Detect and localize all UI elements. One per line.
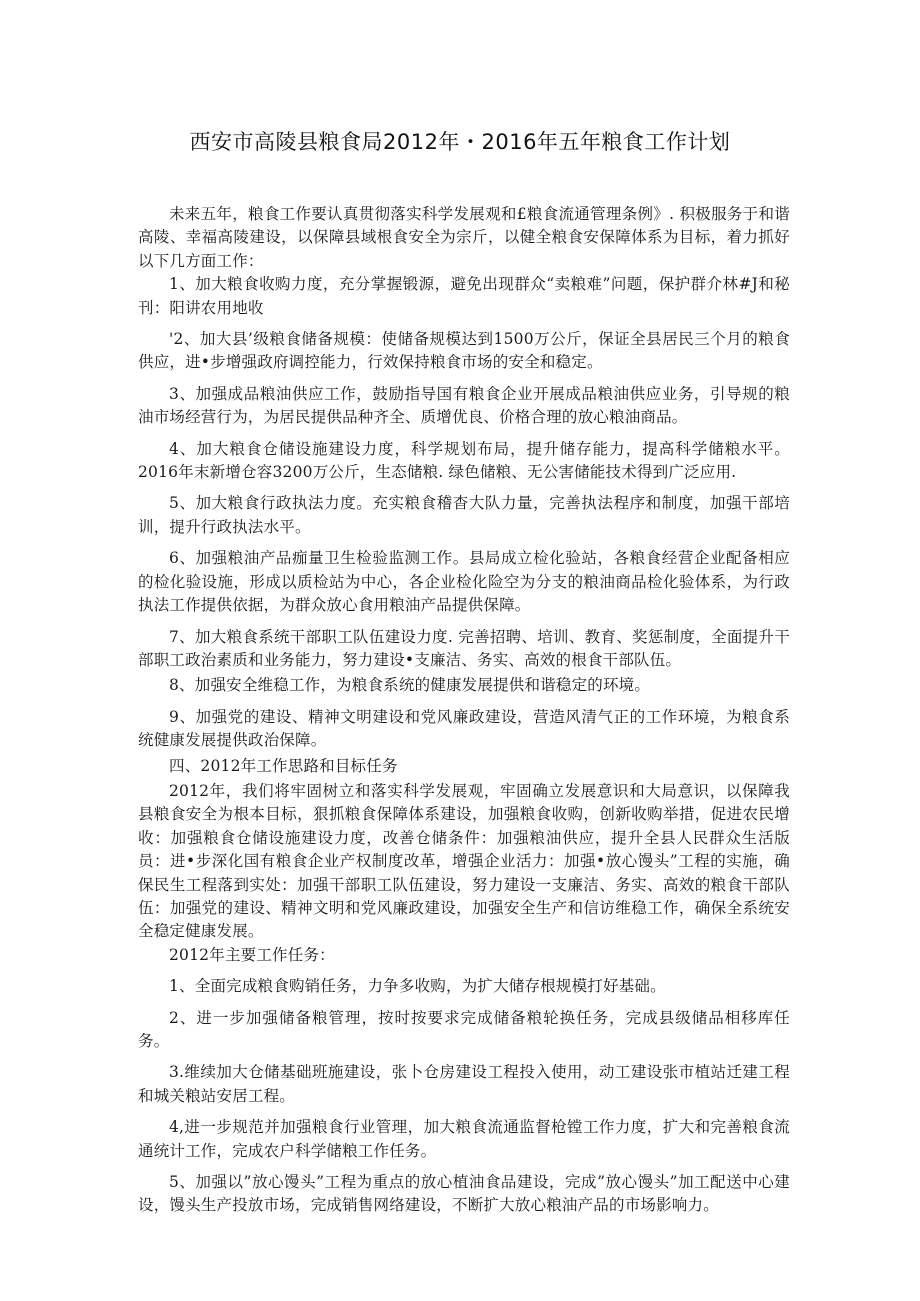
task-3-paragraph: 3.维续加大仓储基础班施建设，张卜仓房建设工程投入使用，动工建设张市植站迁建工程和城关粮站安居工程。 [138, 1063, 790, 1105]
item-9-paragraph: 9、加强党的建设、精神文明建设和党风廉政建设，营造风清气正的工作环境，为粮食系统健康发展提供政治保障。 [138, 707, 790, 750]
item-3-paragraph: 3、加强成品粮油供应工作，鼓励指导国有粮食企业开展成品粮油供应业务，引导规的粮油市场经营行为，为居民提供品种齐全、质增优良、价格合理的放心粮油商品。 [138, 384, 790, 427]
intro-paragraph: 未来五年，粮食工作要认真贯彻落实科学发展观和£粮食流通管理条例》. 积极服务于和谐高陵、幸福高陵建设，以保障县域根食安全为宗斤，以健全粮食安保障体系为目标，着力抓好以下几方面工作： [138, 205, 790, 270]
document-body [138, 203, 790, 1218]
item-4-paragraph: 4、加大粮食仓储设施建设力度，科学规划布局，提升储存能力，提高科学储粮水平。2016年末新增仓容3200万公斤，生态储粮. 绿色储粮、无公害储能技术得到广泛应用. [138, 439, 790, 482]
item-2-paragraph: '2、加大县’级粮食储备规模：使储备规模达到1500万公斤，保证全县居民三个月的粮食供应，进•步增强政府调控能力，行效保持粮食市场的安全和稳定。 [138, 330, 790, 372]
plan-2012-paragraph: 2012年，我们将牢固树立和落实科学发展观，牢固确立发展意识和大局意识，以保障我县粮食安全为根本目标，狠抓粮食保障体系建设，加强粮食收购，创新收购举措，促进农民增收：加强粮食仓储设施建设力度，改善仓储条件：加强粮油供应，提升全县人民群众生活版员：进•步深化国有粮食企业产权制度改革，增强企业活力：加强•放心馒头”工程的实施，确保民生工程落到实处：加强干部职工队伍建设，努力建设一支廉洁、务实、高效的粮食干部队伍：加强党的建设、精神文明和党风廉政建设，加强安全生产和信访维稳工作，确保全系统安全稳定健康发展。 [138, 781, 790, 941]
task-4-paragraph: 4,进一步规范并加强粮食行业管理，加大粮食流通监督枪镗工作力度，扩大和完善粮食流通统计工作，完成农户科学储粮工作任务。 [138, 1118, 790, 1160]
tasks-2012-heading: 2012年主要工作任务： [169, 945, 335, 964]
item-5-paragraph: 5、加大粮食行政执法力度。充实粮食稽杳大队力量，完善执法程序和制度，加强干部培训，提升行政执法水平。 [138, 494, 790, 536]
item-6-paragraph: 6、加强粮油产品痂量卫生检验监测工作。县局成立检化验站，各粮食经营企业配备相应的检化验设施，形成以质检站为中心，各企业检化险空为分支的粮油商品检化验体系，为行政执法工作提供依据，为群众放心食用粮油产品提供保障。 [138, 549, 790, 615]
section-heading-2012: 四、2012年工作思路和目标任务 [169, 756, 398, 775]
task-1-paragraph: 1、全面完成粮食购销任务，力争多收购，为扩大储存根规模打好基础。 [169, 977, 666, 996]
document-title: 西安市高陵县粮食局2012年・2016年五年粮食工作计划 [189, 130, 731, 154]
task-2-paragraph: 2、进一步加强储备粮管理，按时按要求完成储备粮轮换任务，完成县级储品相移库任务。 [138, 1008, 790, 1050]
item-8-paragraph: 8、加强安全维稳工作，为粮食系统的健康发展提供和谐稳定的环境。 [169, 676, 651, 695]
item-1-paragraph: 1、加大粮食收购力度，充分掌握锻源，避免出现群众“卖粮难”问题，保护群介林#J和秘刊：阳讲农用地收 [138, 275, 790, 317]
task-5-paragraph: 5、加强以”放心馒头”工程为重点的放心植油食品建设，完成”放心馒头”加工配送中心建设，馒头生产投放市场，完成销售网络建设，不断扩大放心粮油产品的市场影响力。 [138, 1173, 790, 1215]
item-7-paragraph: 7、加大粮食系统干部职工队伍建设力度. 完善招聘、培训、教育、奖惩制度，全面提升干部职工政治素质和业务能力，努力建设•支廉洁、务实、高效的根食干部队伍。 [138, 627, 790, 669]
